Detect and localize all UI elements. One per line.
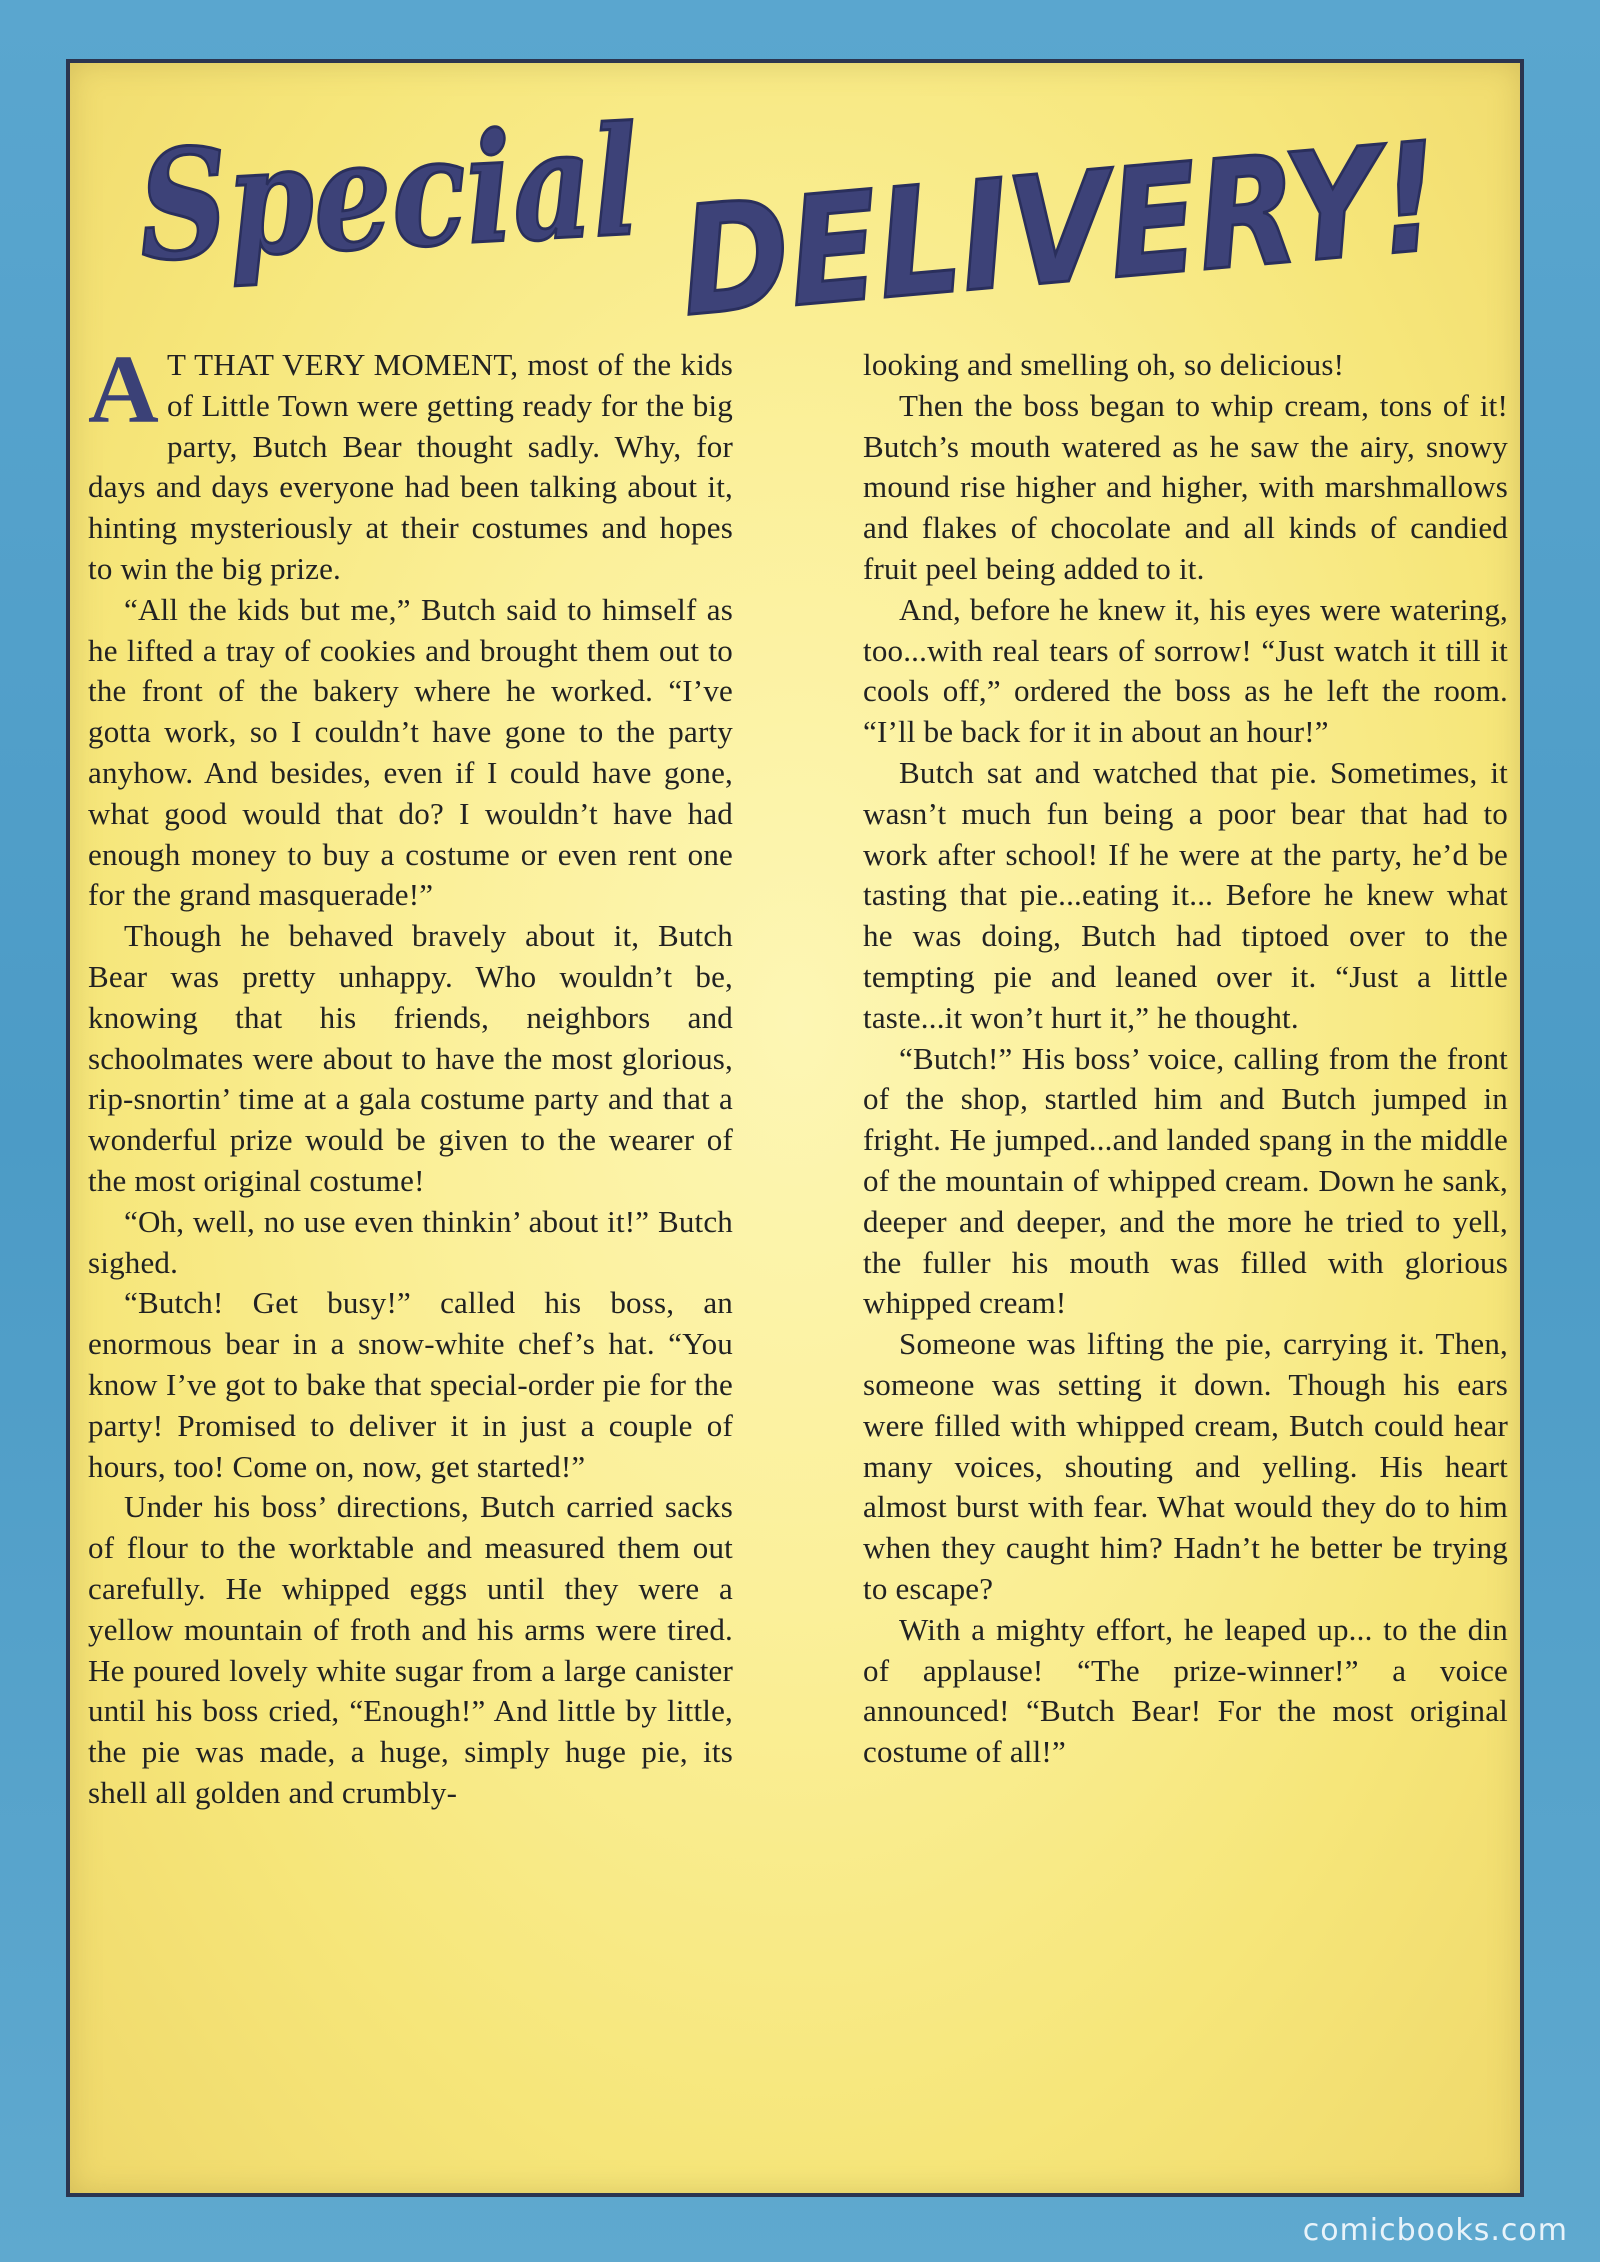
paragraph: And, before he knew it, his eyes were watering, too...with real tears of sorrow! “Just watch it till it cools off,” ordered the boss as he left the room. “I’ll be back for it in about an hour!” <box>863 591 1508 750</box>
paragraph: Then the boss began to whip cream, tons of it! Butch’s mouth watered as he saw the airy, snowy mound rise higher and higher, with marshmallows and flakes of chocolate and all kinds of candied fruit peel being added to it. <box>863 387 1508 586</box>
paragraph: A T THAT VERY MOMENT, most of the kids of Little Town were getting ready for the big party, Butch Bear thought sadly. Why, for days and days everyone had been talking about it, hinting mysteriously at their costumes and hopes to win the big prize. <box>88 336 733 586</box>
left-column <box>88 336 733 2180</box>
right-column <box>863 345 1508 2180</box>
title-lettering <box>120 100 1480 320</box>
paragraph: looking and smelling oh, so delicious! <box>863 347 1345 382</box>
story-columns <box>88 336 1508 2180</box>
title-special: Special <box>134 100 755 296</box>
drop-cap: A <box>88 336 159 444</box>
paragraph: Butch sat and watched that pie. Sometimes, it wasn’t much fun being a poor bear that had to work after school! If he were at the party, he’d be tasting that pie...eating it... Before he knew what he was doing, Butch had tiptoed over to the tempting pie and leaned over it. “Just a little taste...it won’t hurt it,” he thought. <box>863 754 1508 1035</box>
watermark: comicbooks.com <box>1302 2213 1568 2248</box>
paragraph: Though he behaved bravely about it, Butch Bear was pretty unhappy. Who wouldn’t be, knowing that his friends, neighbors and schoolmates were about to have the most glorious, rip-snortin’ time at a gala costume party and that a wonderful prize would be given to the wearer of the most original costume! <box>88 918 733 1198</box>
story-title <box>120 100 1480 320</box>
paragraph: Under his boss’ directions, Butch carried sacks of flour to the worktable and measured them out carefully. He whipped eggs until they were a yellow mountain of froth and his arms were tired. He poured lovely white sugar from a large canister until his boss cried, “Enough!” And little by little, the pie was made, a huge, simply huge pie, its shell all golden and crumbly- <box>88 1489 733 1810</box>
title-delivery: DELIVERY! <box>674 100 1480 320</box>
paragraph: Someone was lifting the pie, carrying it. Then, someone was setting it down. Though his ears were filled with whipped cream, Butch could hear many voices, shouting and yelling. His heart almost burst with fear. What would they do to him when they caught him? Hadn’t he better be trying to escape? <box>863 1326 1508 1606</box>
paragraph: With a mighty effort, he leaped up... to the din of applause! “The prize-winner!” a voice announced! “Butch Bear! For the most original costume of all!” <box>863 1611 1508 1770</box>
paragraph: “All the kids but me,” Butch said to himself as he lifted a tray of cookies and brought them out to the front of the bakery where he worked. “I’ve gotta work, so I couldn’t have gone to the party anyhow. And besides, even if I could have gone, what good would that do? I wouldn’t have had enough money to buy a costume or even rent one for the grand masquerade!” <box>88 591 733 913</box>
paragraph: “Oh, well, no use even thinkin’ about it!” Butch sighed. <box>88 1203 733 1280</box>
paragraph: “Butch! Get busy!” called his boss, an enormous bear in a snow-white chef’s hat. “You know I’ve got to bake that special-order pie for the party! Promised to deliver it in just a couple of hours, too! Come on, now, get started!” <box>88 1285 733 1484</box>
paragraph: “Butch!” His boss’ voice, calling from the front of the shop, startled him and Butch jumped in fright. He jumped...and landed spang in the middle of the mountain of whipped cream. Down he sank, deeper and deeper, and the more he tried to yell, the fuller his mouth was filled with glorious whipped cream! <box>863 1040 1508 1321</box>
